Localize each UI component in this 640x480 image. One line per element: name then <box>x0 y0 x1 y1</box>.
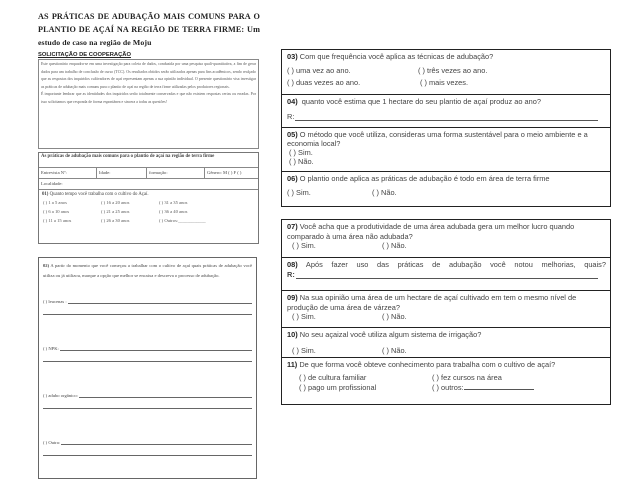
cooperation-paragraph-1: Este questionário enquadra-se em uma investigação para coleta de dados, conduzida por uma pesquisa quali-quantitativa, a fim de gerar dados para um trabalho de conclusão de curso (TCC). Os resultados obtidos serão utilizados apenas para fins acadêmicos, sendo realçado que as respostas dos inquiridos cultivadores de açaí representam apenas a sua opinião individual. O presente questionário visa investigar as práticas de adubação mais comuns para o plantio de açaí na região de terra firme utilizadas pelos produtores regionais. <box>41 62 256 89</box>
q08-answer-label: R: <box>287 270 295 279</box>
question-04-text: quanto você estima que 1 hectare do seu plantio de açaí produz ao ano? <box>301 97 541 106</box>
cooperation-paragraph-2: É importante lembrar que as identidades dos inquiridos serão totalmente conservadas e que não existem respostas certas ou erradas. Por isso solicitamos que responda de forma espontânea e sincera a todas as questões! <box>41 92 256 104</box>
education-field[interactable]: formação: <box>147 168 205 178</box>
answer-line[interactable] <box>68 298 252 304</box>
q02-option-label: ( ) adubo orgânico: <box>43 393 78 398</box>
answer-line[interactable] <box>43 398 252 409</box>
question-03-text: Com que frequência você aplica as técnicas de adubação? <box>299 52 494 61</box>
q11-option-others[interactable] <box>432 383 606 393</box>
question-08-text: Após fazer uso das práticas de adubação você notou melhorias, quais? <box>305 260 606 269</box>
answer-line[interactable] <box>79 392 252 398</box>
question-09-number: 09) <box>287 293 298 302</box>
q05-option-yes[interactable]: ( ) Sim. <box>289 148 313 157</box>
cooperation-heading: SOLICITAÇÃO DE COOPERAÇÃO <box>38 52 131 58</box>
q11-option-family[interactable]: ( ) de cultura familiar <box>299 373 367 382</box>
question-05-text: O método que você utiliza, consideras uma forma sustentável para o meio ambiente e a economia local? <box>287 130 588 148</box>
question-10 <box>282 328 610 358</box>
q07-option-yes[interactable]: ( ) Sim. <box>292 241 316 250</box>
q03-option[interactable]: ( ) duas vezes ao ano. <box>287 78 361 87</box>
question-06-number: 06) <box>287 174 298 183</box>
q11-option-professional[interactable]: ( ) pago um profissional <box>299 382 377 392</box>
q03-option[interactable]: ( ) uma vez ao ano. <box>287 66 351 75</box>
question-09 <box>282 291 610 328</box>
question-01-options <box>39 199 258 225</box>
question-11-text: De que forma você obteve conhecimento para trabalha com o cultivo de açaí? <box>299 360 556 369</box>
q02-option-label: ( ) leucenas : <box>43 299 67 304</box>
q01-option[interactable]: ( ) 31 a 35 anos <box>159 200 188 205</box>
question-04 <box>282 95 610 128</box>
q04-answer-label: R: <box>287 112 295 121</box>
cooperation-text-box <box>38 59 259 149</box>
q07-option-no[interactable]: ( ) Não. <box>382 241 407 250</box>
title-line-1: AS PRÁTICAS DE ADUBAÇÃO MAIS COMUNS PARA O <box>38 12 260 21</box>
locality-field[interactable]: Localidade: <box>41 181 63 186</box>
question-08 <box>282 258 610 291</box>
question-01-text: Quanto tempo você trabalha com o cultivo do Açaí. <box>49 192 149 197</box>
q03-option[interactable]: ( ) mais vezes. <box>420 78 469 87</box>
q03-option[interactable]: ( ) três vezes ao ano. <box>418 66 488 75</box>
answer-line[interactable] <box>43 351 252 362</box>
question-03 <box>282 50 610 95</box>
question-07-text: Você acha que a produtividade de uma área adubada gera um melhor lucro quando comparado à uma área não adubada? <box>287 222 575 241</box>
question-01-number: 01) <box>42 192 49 197</box>
question-06-text: O plantio onde aplica as práticas de adubação é todo em área de terra firme <box>299 174 550 183</box>
title-line-2: PLANTIO DE AÇAÍ NA REGIÃO DE TERRA FIRME: Um <box>38 25 260 34</box>
question-05 <box>282 128 610 172</box>
answer-line[interactable] <box>43 445 252 456</box>
q01-option[interactable]: ( ) 1 a 5 anos <box>43 200 67 205</box>
q02-option-organic[interactable] <box>43 392 252 398</box>
profile-header: As práticas de adubação mais comuns para o plantio de açaí na região de terra firme <box>39 153 258 168</box>
question-02 <box>43 261 252 280</box>
q11-others-answer-line[interactable] <box>464 383 534 390</box>
q10-option-yes[interactable]: ( ) Sim. <box>292 346 316 355</box>
document-title <box>38 10 260 49</box>
q10-option-no[interactable]: ( ) Não. <box>382 346 407 355</box>
q02-option-other[interactable] <box>43 439 252 445</box>
q04-answer-line[interactable] <box>295 113 598 121</box>
question-08-number: 08) <box>287 260 298 269</box>
question-10-number: 10) <box>287 330 298 339</box>
q02-option-leucenas[interactable] <box>43 298 252 304</box>
question-07 <box>282 220 610 258</box>
q02-option-npk[interactable] <box>43 345 252 351</box>
question-01 <box>39 190 258 199</box>
q09-option-no[interactable]: ( ) Não. <box>382 312 407 321</box>
question-10-text: No seu açaizal você utiliza algum sistema de irrigação? <box>299 330 482 339</box>
q01-option[interactable]: ( ) Outros:____________ <box>159 218 206 223</box>
question-06 <box>282 172 610 202</box>
question-05-number: 05) <box>287 130 298 139</box>
q01-option[interactable]: ( ) 6 a 10 anos <box>43 209 70 214</box>
q01-option[interactable]: ( ) 11 a 15 anos <box>43 218 72 223</box>
q02-option-label: ( ) Outra: <box>43 440 61 445</box>
answer-line[interactable] <box>61 439 252 445</box>
q05-option-no[interactable]: ( ) Não. <box>289 157 314 166</box>
title-line-3: estudo de caso na região de Moju <box>38 38 152 47</box>
questions-03-06-box <box>281 49 611 207</box>
question-11-number: 11) <box>287 360 298 369</box>
profile-fields-row <box>39 168 258 179</box>
interview-number-field[interactable]: Entrevista Nº: <box>39 168 97 178</box>
q08-answer-line[interactable] <box>296 271 598 279</box>
q11-option-courses[interactable]: ( ) fez cursos na área <box>432 373 502 382</box>
question-03-number: 03) <box>287 52 298 61</box>
q02-option-label: ( ) NPK: <box>43 346 59 351</box>
gender-field[interactable]: Gênero: M ( ) F ( ) <box>207 170 242 175</box>
questions-07-11-box <box>281 219 611 405</box>
q01-option[interactable]: ( ) 21 a 25 anos <box>101 209 130 214</box>
q06-option-no[interactable]: ( ) Não. <box>372 188 397 197</box>
q01-option[interactable]: ( ) 16 a 20 anos <box>101 200 130 205</box>
q01-option[interactable]: ( ) 36 a 40 anos <box>159 209 188 214</box>
question-02-number: 02) <box>43 263 50 268</box>
question-07-number: 07) <box>287 222 298 231</box>
question-02-section <box>38 257 257 479</box>
q06-option-yes[interactable]: ( ) Sim. <box>287 188 311 197</box>
age-field[interactable]: Idade: <box>97 168 147 178</box>
question-11 <box>282 358 610 394</box>
q11-option-others-label: ( ) outros: <box>432 382 464 392</box>
q09-option-yes[interactable]: ( ) Sim. <box>292 312 316 321</box>
question-04-number: 04) <box>287 97 298 106</box>
question-09-text: Na sua opinião uma área de um hectare de açaí cultivado em tem o mesmo nível de produção de uma área de várzea? <box>287 293 577 312</box>
locality-row <box>39 179 258 190</box>
profile-section <box>38 152 259 244</box>
answer-line[interactable] <box>43 304 252 315</box>
answer-line[interactable] <box>60 345 252 351</box>
q01-option[interactable]: ( ) 26 a 30 anos <box>101 218 130 223</box>
question-02-text: A partir do momento que você começou a trabalhar com o cultivo de açaí quais práticas de adubação você utiliza ou já utilizou, marque a opção que melhor se encaixa e descreva o processo de adubação. <box>43 263 252 278</box>
